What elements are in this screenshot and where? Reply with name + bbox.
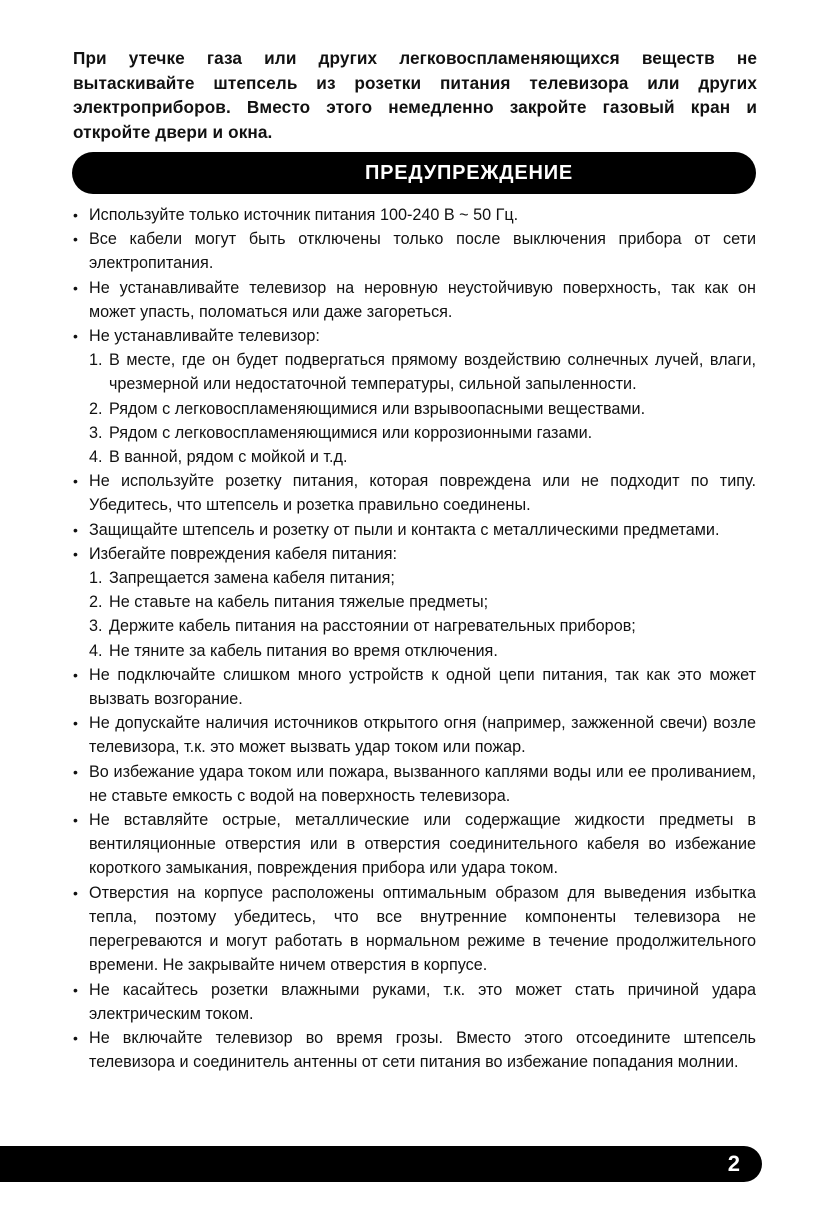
warning-list (72, 203, 756, 1074)
list-item: • Не вставляйте острые, металлические или содержащие жидкости предметы в вентиляционные отверстия или в отверстия соединительного кабеля во избежание короткого замыкания, повреждения прибора или удара током. (72, 808, 756, 881)
sub-list-item: 4. В ванной, рядом с мойкой и т.д. (89, 448, 348, 467)
list-item: • Во избежание удара током или пожара, вызванного каплями воды или ее проливанием, не ставьте емкость с водой на поверхность телевизора. (72, 760, 756, 808)
sub-list-item: 2. Не ставьте на кабель питания тяжелые предметы; (89, 593, 489, 612)
sub-list-item: 2. Рядом с легковоспламеняющимися или взрывоопасными веществами. (89, 399, 646, 418)
list-item: • Не устанавливайте телевизор на неровную неустойчивую поверхность, так как он может упасть, поломаться или даже загореться. (72, 276, 756, 324)
list-item: • Не включайте телевизор во время грозы. Вместо этого отсоедините штепсель телевизора и соединитель антенны от сети питания во избежание попадания молнии. (72, 1026, 756, 1074)
sub-list-item: 3. Рядом с легковоспламеняющимися или коррозионными газами. (89, 423, 593, 442)
list-item: • Не касайтесь розетки влажными руками, т.к. это может стать причиной удара электрическим током. (72, 978, 756, 1026)
list-item: • Не подключайте слишком много устройств к одной цепи питания, так как это может вызвать возгорание. (72, 663, 756, 711)
sub-list-item: 1. В месте, где он будет подвергаться прямому воздействию солнечных лучей, влаги, чрезмерной или недостаточной температуры, сильной запыленности. (89, 351, 756, 394)
list-item: • Избегайте повреждения кабеля питания: 1. Запрещается замена кабеля питания; 2. Не ставьте на кабель питания тяжелые предметы; 3. Держите кабель питания на расстоянии от нагревательных приборов; 4. Не тяните за кабель питания во время отключения. (72, 542, 756, 663)
page-number: 2 (727, 1151, 740, 1176)
list-item: • Не используйте розетку питания, которая повреждена или не подходит по типу. Убедитесь, что штепсель и розетка правильно соединены. (72, 469, 756, 517)
list-item: • Защищайте штепсель и розетку от пыли и контакта с металлическими предметами. (72, 518, 756, 542)
footer-bar (0, 1146, 762, 1182)
sub-list (89, 566, 756, 663)
list-item: • Не устанавливайте телевизор: 1. В месте, где он будет подвергаться прямому воздействию солнечных лучей, влаги, чрезмерной или недостаточной температуры, сильной запыленности. 2. Рядом с легковоспламеняющимися или взрывоопасными веществами. 3. Рядом с легковоспламеняющимися или коррозионными газами. 4. В ванной, рядом с мойкой и т.д. (72, 324, 756, 469)
list-item: • Не допускайте наличия источников открытого огня (например, зажженной свечи) возле телевизора, т.к. это может вызвать удар током или пожар. (72, 711, 756, 759)
list-item: • Отверстия на корпусе расположены оптимальным образом для выведения избытка тепла, поэтому убедитесь, что все внутренние компоненты телевизора не перегреваются и могут работать в нормальном режиме в течение продолжительного времени. Не закрывайте ничем отверстия в корпусе. (72, 881, 756, 978)
section-banner (72, 152, 756, 194)
list-item: • Используйте только источник питания 100-240 В ~ 50 Гц. (72, 203, 756, 227)
sub-list-item: 4. Не тяните за кабель питания во время отключения. (89, 641, 498, 660)
sub-list-item: 3. Держите кабель питания на расстоянии от нагревательных приборов; (89, 617, 636, 636)
sub-list-item: 1. Запрещается замена кабеля питания; (89, 569, 395, 588)
section-title: ПРЕДУПРЕЖДЕНИЕ (364, 161, 574, 184)
list-item: • Все кабели могут быть отключены только после выключения прибора от сети электропитания. (72, 227, 756, 275)
sub-list (89, 348, 756, 469)
gas-leak-warning: При утечке газа или других легковоспламеняющихся веществ не вытаскивайте штепсель из розетки питания телевизора или других электроприборов. Вместо этого немедленно закройте газовый кран и откройте двери и окна. (73, 48, 757, 142)
